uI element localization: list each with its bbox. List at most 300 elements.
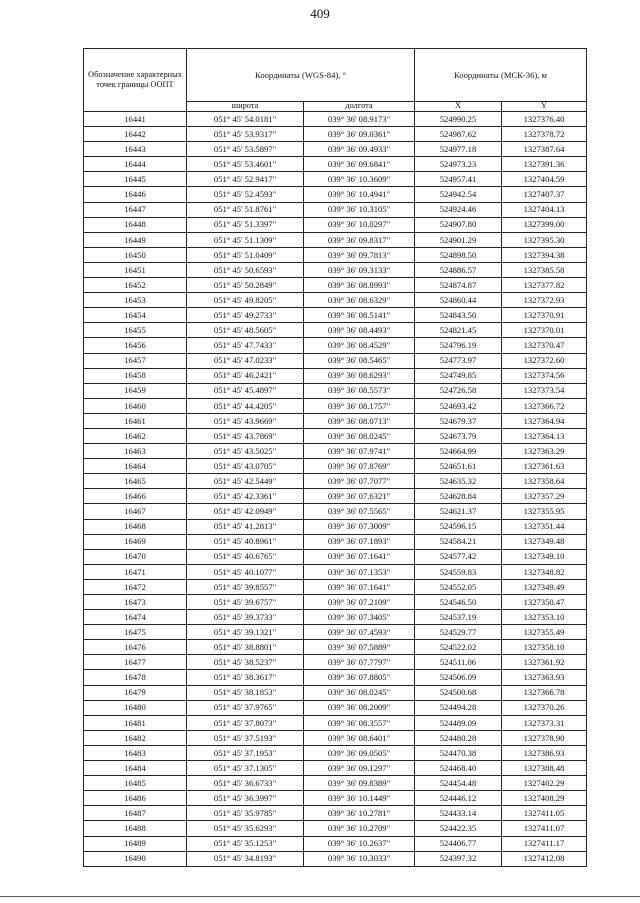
x-coordinate-cell: 524990.25 — [415, 112, 502, 127]
y-coordinate-cell: 1327412.08 — [502, 851, 587, 866]
longitude-cell: 039° 36' 07.5889" — [304, 640, 415, 655]
y-coordinate-cell: 1327350.47 — [502, 595, 587, 610]
latitude-cell: 051° 45' 39.6757" — [187, 595, 304, 610]
x-coordinate-cell: 524773.97 — [415, 353, 502, 368]
point-id-cell: 16467 — [84, 504, 187, 519]
x-coordinate-cell: 524886.57 — [415, 262, 502, 277]
y-coordinate-cell: 1327363.93 — [502, 670, 587, 685]
table-row — [84, 610, 587, 625]
table-row — [84, 308, 587, 323]
x-coordinate-cell: 524693.42 — [415, 398, 502, 413]
latitude-cell: 051° 45' 40.6765" — [187, 549, 304, 564]
x-coordinate-cell: 524821.45 — [415, 323, 502, 338]
y-coordinate-cell: 1327357.29 — [502, 489, 587, 504]
table-row — [84, 791, 587, 806]
x-coordinate-cell: 524506.09 — [415, 670, 502, 685]
longitude-cell: 039° 36' 07.9741" — [304, 444, 415, 459]
latitude-cell: 051° 45' 52.9417" — [187, 172, 304, 187]
table-row — [84, 851, 587, 866]
longitude-cell: 039° 36' 07.7797" — [304, 655, 415, 670]
point-id-cell: 16451 — [84, 262, 187, 277]
longitude-cell: 039° 36' 08.0713" — [304, 413, 415, 428]
table-row — [84, 489, 587, 504]
longitude-cell: 039° 36' 08.2009" — [304, 700, 415, 715]
point-id-cell: 16466 — [84, 489, 187, 504]
table-row — [84, 504, 587, 519]
table-row — [84, 428, 587, 443]
latitude-cell: 051° 45' 41.2813" — [187, 519, 304, 534]
x-coordinate-cell: 524468.40 — [415, 761, 502, 776]
x-coordinate-cell: 524546.50 — [415, 595, 502, 610]
point-id-cell: 16465 — [84, 474, 187, 489]
y-coordinate-cell: 1327372.60 — [502, 353, 587, 368]
y-coordinate-cell: 1327366.78 — [502, 685, 587, 700]
longitude-cell: 039° 36' 08.1757" — [304, 398, 415, 413]
point-id-cell: 16470 — [84, 549, 187, 564]
y-coordinate-cell: 1327364.94 — [502, 413, 587, 428]
latitude-header: широта — [187, 102, 304, 112]
y-coordinate-cell: 1327394.38 — [502, 247, 587, 262]
x-coordinate-cell: 524552.05 — [415, 579, 502, 594]
table-row — [84, 745, 587, 760]
point-id-cell: 16469 — [84, 534, 187, 549]
point-id-cell: 16447 — [84, 202, 187, 217]
latitude-cell: 051° 45' 42.0949" — [187, 504, 304, 519]
x-coordinate-cell: 524874.87 — [415, 278, 502, 293]
y-coordinate-cell: 1327408.29 — [502, 791, 587, 806]
table-row — [84, 625, 587, 640]
point-id-cell: 16441 — [84, 112, 187, 127]
table-row — [84, 776, 587, 791]
msk-group-header: Координаты (МСК-36), м — [415, 49, 587, 102]
point-id-cell: 16446 — [84, 187, 187, 202]
x-coordinate-cell: 524957.41 — [415, 172, 502, 187]
wgs-group-header: Координаты (WGS-84), ° — [187, 49, 415, 102]
latitude-cell: 051° 45' 42.3361" — [187, 489, 304, 504]
point-id-cell: 16481 — [84, 715, 187, 730]
point-label-header: Обозначение характерных точек границы ООПТ — [84, 49, 187, 112]
y-coordinate-cell: 1327374.56 — [502, 368, 587, 383]
x-coordinate-cell: 524651.61 — [415, 459, 502, 474]
table-row — [84, 247, 587, 262]
longitude-cell: 039° 36' 07.1641" — [304, 549, 415, 564]
table-row — [84, 338, 587, 353]
y-coordinate-cell: 1327366.72 — [502, 398, 587, 413]
x-coordinate-cell: 524537.19 — [415, 610, 502, 625]
longitude-cell: 039° 36' 07.1893" — [304, 534, 415, 549]
latitude-cell: 051° 45' 38.1853" — [187, 685, 304, 700]
point-id-cell: 16488 — [84, 821, 187, 836]
y-coordinate-cell: 1327411.07 — [502, 821, 587, 836]
latitude-cell: 051° 45' 51.1309" — [187, 232, 304, 247]
latitude-cell: 051° 45' 53.4601" — [187, 157, 304, 172]
y-coordinate-cell: 1327351.44 — [502, 519, 587, 534]
table-row — [84, 157, 587, 172]
point-id-cell: 16461 — [84, 413, 187, 428]
table-row — [84, 715, 587, 730]
longitude-cell: 039° 36' 09.1297" — [304, 761, 415, 776]
latitude-cell: 051° 45' 38.5237" — [187, 655, 304, 670]
point-id-cell: 16468 — [84, 519, 187, 534]
y-coordinate-cell: 1327355.95 — [502, 504, 587, 519]
point-id-cell: 16464 — [84, 459, 187, 474]
table-row — [84, 172, 587, 187]
table-row — [84, 368, 587, 383]
x-coordinate-cell: 524596.15 — [415, 519, 502, 534]
table-row — [84, 202, 587, 217]
latitude-cell: 051° 45' 43.7869" — [187, 428, 304, 443]
table-row — [84, 519, 587, 534]
table-row — [84, 278, 587, 293]
x-coordinate-cell: 524584.21 — [415, 534, 502, 549]
table-row — [84, 836, 587, 851]
table-row — [84, 383, 587, 398]
latitude-cell: 051° 45' 35.1253" — [187, 836, 304, 851]
y-coordinate-cell: 1327378.72 — [502, 127, 587, 142]
latitude-cell: 051° 45' 35.9785" — [187, 806, 304, 821]
y-coordinate-cell: 1327358.10 — [502, 640, 587, 655]
point-id-cell: 16489 — [84, 836, 187, 851]
longitude-cell: 039° 36' 10.2781" — [304, 806, 415, 821]
latitude-cell: 051° 45' 53.9317" — [187, 127, 304, 142]
latitude-cell: 051° 45' 45.4897" — [187, 383, 304, 398]
latitude-cell: 051° 45' 43.5025" — [187, 444, 304, 459]
longitude-cell: 039° 36' 10.3609" — [304, 172, 415, 187]
latitude-cell: 051° 45' 37.9765" — [187, 700, 304, 715]
latitude-cell: 051° 45' 36.3997" — [187, 791, 304, 806]
latitude-cell: 051° 45' 36.6733" — [187, 776, 304, 791]
point-id-cell: 16456 — [84, 338, 187, 353]
x-coordinate-cell: 524942.54 — [415, 187, 502, 202]
longitude-cell: 039° 36' 08.4493" — [304, 323, 415, 338]
x-coordinate-cell: 524529.77 — [415, 625, 502, 640]
x-coordinate-cell: 524494.28 — [415, 700, 502, 715]
header-row-main — [84, 49, 587, 102]
x-coordinate-cell: 524480.28 — [415, 730, 502, 745]
page-number: 409 — [310, 6, 330, 21]
y-coordinate-cell: 1327385.58 — [502, 262, 587, 277]
point-id-cell: 16477 — [84, 655, 187, 670]
latitude-cell: 051° 45' 50.6593" — [187, 262, 304, 277]
y-coordinate-cell: 1327391.36 — [502, 157, 587, 172]
latitude-cell: 051° 45' 44.4205" — [187, 398, 304, 413]
point-id-cell: 16474 — [84, 610, 187, 625]
latitude-cell: 051° 45' 34.8193" — [187, 851, 304, 866]
longitude-cell: 039° 36' 07.1641" — [304, 579, 415, 594]
y-coordinate-cell: 1327377.82 — [502, 278, 587, 293]
table-row — [84, 217, 587, 232]
x-coordinate-cell: 524977.18 — [415, 142, 502, 157]
point-id-cell: 16462 — [84, 428, 187, 443]
point-id-cell: 16486 — [84, 791, 187, 806]
table-row — [84, 821, 587, 836]
x-coordinate-cell: 524621.37 — [415, 504, 502, 519]
x-coordinate-cell: 524406.77 — [415, 836, 502, 851]
latitude-cell: 051° 45' 38.8801" — [187, 640, 304, 655]
longitude-cell: 039° 36' 09.8317" — [304, 232, 415, 247]
table-row — [84, 293, 587, 308]
latitude-cell: 051° 45' 37.5193" — [187, 730, 304, 745]
y-header: Y — [502, 102, 587, 112]
y-coordinate-cell: 1327353.10 — [502, 610, 587, 625]
longitude-cell: 039° 36' 10.1449" — [304, 791, 415, 806]
x-coordinate-cell: 524860.44 — [415, 293, 502, 308]
latitude-cell: 051° 45' 54.0181" — [187, 112, 304, 127]
y-coordinate-cell: 1327370.26 — [502, 700, 587, 715]
table-row — [84, 730, 587, 745]
longitude-cell: 039° 36' 08.0245" — [304, 428, 415, 443]
longitude-cell: 039° 36' 07.6321" — [304, 489, 415, 504]
longitude-cell: 039° 36' 07.8805" — [304, 670, 415, 685]
x-coordinate-cell: 524987.62 — [415, 127, 502, 142]
longitude-cell: 039° 36' 07.1353" — [304, 564, 415, 579]
longitude-cell: 039° 36' 07.4593" — [304, 625, 415, 640]
x-coordinate-cell: 524511.06 — [415, 655, 502, 670]
x-coordinate-cell: 524726.58 — [415, 383, 502, 398]
table-row — [84, 670, 587, 685]
point-id-cell: 16479 — [84, 685, 187, 700]
latitude-cell: 051° 45' 42.5449" — [187, 474, 304, 489]
longitude-header: долгота — [304, 102, 415, 112]
table-row — [84, 549, 587, 564]
y-coordinate-cell: 1327376.40 — [502, 112, 587, 127]
latitude-cell: 051° 45' 49.2733" — [187, 308, 304, 323]
y-coordinate-cell: 1327402.29 — [502, 776, 587, 791]
y-coordinate-cell: 1327372.93 — [502, 293, 587, 308]
point-id-cell: 16480 — [84, 700, 187, 715]
x-coordinate-cell: 524433.14 — [415, 806, 502, 821]
longitude-cell: 039° 36' 07.7077" — [304, 474, 415, 489]
latitude-cell: 051° 45' 46.2421" — [187, 368, 304, 383]
latitude-cell: 051° 45' 37.8073" — [187, 715, 304, 730]
y-coordinate-cell: 1327358.64 — [502, 474, 587, 489]
longitude-cell: 039° 36' 09.7813" — [304, 247, 415, 262]
x-coordinate-cell: 524749.85 — [415, 368, 502, 383]
y-coordinate-cell: 1327361.63 — [502, 459, 587, 474]
longitude-cell: 039° 36' 09.0361" — [304, 127, 415, 142]
x-coordinate-cell: 524843.50 — [415, 308, 502, 323]
latitude-cell: 051° 45' 38.3617" — [187, 670, 304, 685]
x-coordinate-cell: 524673.79 — [415, 428, 502, 443]
table-row — [84, 262, 587, 277]
latitude-cell: 051° 45' 43.9669" — [187, 413, 304, 428]
y-coordinate-cell: 1327404.59 — [502, 172, 587, 187]
table-row — [84, 579, 587, 594]
longitude-cell: 039° 36' 10.4941" — [304, 187, 415, 202]
table-row — [84, 444, 587, 459]
table-row — [84, 353, 587, 368]
longitude-cell: 039° 36' 07.3405" — [304, 610, 415, 625]
longitude-cell: 039° 36' 10.2637" — [304, 836, 415, 851]
table-row — [84, 232, 587, 247]
longitude-cell: 039° 36' 10.2709" — [304, 821, 415, 836]
latitude-cell: 051° 45' 51.0409" — [187, 247, 304, 262]
longitude-cell: 039° 36' 07.3009" — [304, 519, 415, 534]
table-row — [84, 127, 587, 142]
x-coordinate-cell: 524489.09 — [415, 715, 502, 730]
point-id-cell: 16471 — [84, 564, 187, 579]
y-coordinate-cell: 1327361.92 — [502, 655, 587, 670]
latitude-cell: 051° 45' 39.1321" — [187, 625, 304, 640]
y-coordinate-cell: 1327411.05 — [502, 806, 587, 821]
x-coordinate-cell: 524454.48 — [415, 776, 502, 791]
point-id-cell: 16459 — [84, 383, 187, 398]
y-coordinate-cell: 1327373.54 — [502, 383, 587, 398]
table-row — [84, 323, 587, 338]
latitude-cell: 051° 45' 39.8557" — [187, 579, 304, 594]
latitude-cell: 051° 45' 52.4593" — [187, 187, 304, 202]
longitude-cell: 039° 36' 07.5565" — [304, 504, 415, 519]
point-id-cell: 16442 — [84, 127, 187, 142]
point-id-cell: 16482 — [84, 730, 187, 745]
point-id-cell: 16453 — [84, 293, 187, 308]
y-coordinate-cell: 1327388.48 — [502, 761, 587, 776]
y-coordinate-cell: 1327378.90 — [502, 730, 587, 745]
x-coordinate-cell: 524796.19 — [415, 338, 502, 353]
y-coordinate-cell: 1327370.47 — [502, 338, 587, 353]
latitude-cell: 051° 45' 50.2849" — [187, 278, 304, 293]
latitude-cell: 051° 45' 40.8961" — [187, 534, 304, 549]
table-row — [84, 655, 587, 670]
y-coordinate-cell: 1327386.93 — [502, 745, 587, 760]
y-coordinate-cell: 1327411.17 — [502, 836, 587, 851]
y-coordinate-cell: 1327370.91 — [502, 308, 587, 323]
point-id-cell: 16463 — [84, 444, 187, 459]
latitude-cell: 051° 45' 35.6293" — [187, 821, 304, 836]
latitude-cell: 051° 45' 37.1305" — [187, 761, 304, 776]
longitude-cell: 039° 36' 09.3133" — [304, 262, 415, 277]
point-id-cell: 16449 — [84, 232, 187, 247]
longitude-cell: 039° 36' 09.8389" — [304, 776, 415, 791]
latitude-cell: 051° 45' 43.0705" — [187, 459, 304, 474]
y-coordinate-cell: 1327387.64 — [502, 142, 587, 157]
point-id-cell: 16445 — [84, 172, 187, 187]
point-id-cell: 16490 — [84, 851, 187, 866]
point-id-cell: 16484 — [84, 761, 187, 776]
x-coordinate-cell: 524559.83 — [415, 564, 502, 579]
point-id-cell: 16478 — [84, 670, 187, 685]
y-coordinate-cell: 1327399.00 — [502, 217, 587, 232]
table-header — [84, 49, 587, 112]
point-id-cell: 16452 — [84, 278, 187, 293]
latitude-cell: 051° 45' 37.1953" — [187, 745, 304, 760]
x-coordinate-cell: 524577.42 — [415, 549, 502, 564]
longitude-cell: 039° 36' 08.0245" — [304, 685, 415, 700]
point-id-cell: 16455 — [84, 323, 187, 338]
y-coordinate-cell: 1327349.49 — [502, 579, 587, 594]
point-id-cell: 16454 — [84, 308, 187, 323]
table-row — [84, 459, 587, 474]
x-coordinate-cell: 524679.37 — [415, 413, 502, 428]
point-id-cell: 16476 — [84, 640, 187, 655]
table-row — [84, 640, 587, 655]
point-id-cell: 16458 — [84, 368, 187, 383]
latitude-cell: 051° 45' 51.8761" — [187, 202, 304, 217]
point-id-cell: 16483 — [84, 745, 187, 760]
longitude-cell: 039° 36' 08.6329" — [304, 293, 415, 308]
point-id-cell: 16443 — [84, 142, 187, 157]
x-header: X — [415, 102, 502, 112]
table-row — [84, 413, 587, 428]
x-coordinate-cell: 524635.32 — [415, 474, 502, 489]
x-coordinate-cell: 524898.50 — [415, 247, 502, 262]
point-id-cell: 16487 — [84, 806, 187, 821]
longitude-cell: 039° 36' 10.3033" — [304, 851, 415, 866]
bottom-divider — [0, 896, 640, 897]
y-coordinate-cell: 1327407.37 — [502, 187, 587, 202]
x-coordinate-cell: 524422.35 — [415, 821, 502, 836]
latitude-cell: 051° 45' 47.0233" — [187, 353, 304, 368]
longitude-cell: 039° 36' 08.6293" — [304, 368, 415, 383]
latitude-cell: 051° 45' 51.3397" — [187, 217, 304, 232]
longitude-cell: 039° 36' 08.6401" — [304, 730, 415, 745]
x-coordinate-cell: 524470.38 — [415, 745, 502, 760]
longitude-cell: 039° 36' 08.9173" — [304, 112, 415, 127]
y-coordinate-cell: 1327370.01 — [502, 323, 587, 338]
table-row — [84, 112, 587, 127]
longitude-cell: 039° 36' 08.5573" — [304, 383, 415, 398]
point-id-cell: 16473 — [84, 595, 187, 610]
table-body — [84, 112, 587, 867]
table-row — [84, 761, 587, 776]
table-row — [84, 474, 587, 489]
y-coordinate-cell: 1327364.13 — [502, 428, 587, 443]
x-coordinate-cell: 524500.68 — [415, 685, 502, 700]
y-coordinate-cell: 1327363.29 — [502, 444, 587, 459]
y-coordinate-cell: 1327395.30 — [502, 232, 587, 247]
longitude-cell: 039° 36' 08.4529" — [304, 338, 415, 353]
longitude-cell: 039° 36' 09.6841" — [304, 157, 415, 172]
x-coordinate-cell: 524446.12 — [415, 791, 502, 806]
table-row — [84, 564, 587, 579]
longitude-cell: 039° 36' 10.0297" — [304, 217, 415, 232]
longitude-cell: 039° 36' 08.3557" — [304, 715, 415, 730]
longitude-cell: 039° 36' 07.2109" — [304, 595, 415, 610]
latitude-cell: 051° 45' 48.5605" — [187, 323, 304, 338]
y-coordinate-cell: 1327355.49 — [502, 625, 587, 640]
point-id-cell: 16485 — [84, 776, 187, 791]
table-row — [84, 700, 587, 715]
latitude-cell: 051° 45' 40.1077" — [187, 564, 304, 579]
y-coordinate-cell: 1327373.31 — [502, 715, 587, 730]
x-coordinate-cell: 524397.32 — [415, 851, 502, 866]
y-coordinate-cell: 1327348.82 — [502, 564, 587, 579]
point-id-cell: 16450 — [84, 247, 187, 262]
y-coordinate-cell: 1327404.13 — [502, 202, 587, 217]
y-coordinate-cell: 1327349.48 — [502, 534, 587, 549]
longitude-cell: 039° 36' 10.3105" — [304, 202, 415, 217]
coordinates-table — [83, 48, 587, 867]
x-coordinate-cell: 524901.29 — [415, 232, 502, 247]
latitude-cell: 051° 45' 49.8205" — [187, 293, 304, 308]
point-id-cell: 16448 — [84, 217, 187, 232]
table-row — [84, 685, 587, 700]
point-id-cell: 16472 — [84, 579, 187, 594]
table-row — [84, 534, 587, 549]
longitude-cell: 039° 36' 07.8769" — [304, 459, 415, 474]
point-id-cell: 16457 — [84, 353, 187, 368]
x-coordinate-cell: 524973.23 — [415, 157, 502, 172]
x-coordinate-cell: 524628.84 — [415, 489, 502, 504]
latitude-cell: 051° 45' 47.7433" — [187, 338, 304, 353]
y-coordinate-cell: 1327349.10 — [502, 549, 587, 564]
longitude-cell: 039° 36' 08.8993" — [304, 278, 415, 293]
longitude-cell: 039° 36' 09.4933" — [304, 142, 415, 157]
x-coordinate-cell: 524924.46 — [415, 202, 502, 217]
longitude-cell: 039° 36' 08.5465" — [304, 353, 415, 368]
table-row — [84, 595, 587, 610]
latitude-cell: 051° 45' 39.3733" — [187, 610, 304, 625]
